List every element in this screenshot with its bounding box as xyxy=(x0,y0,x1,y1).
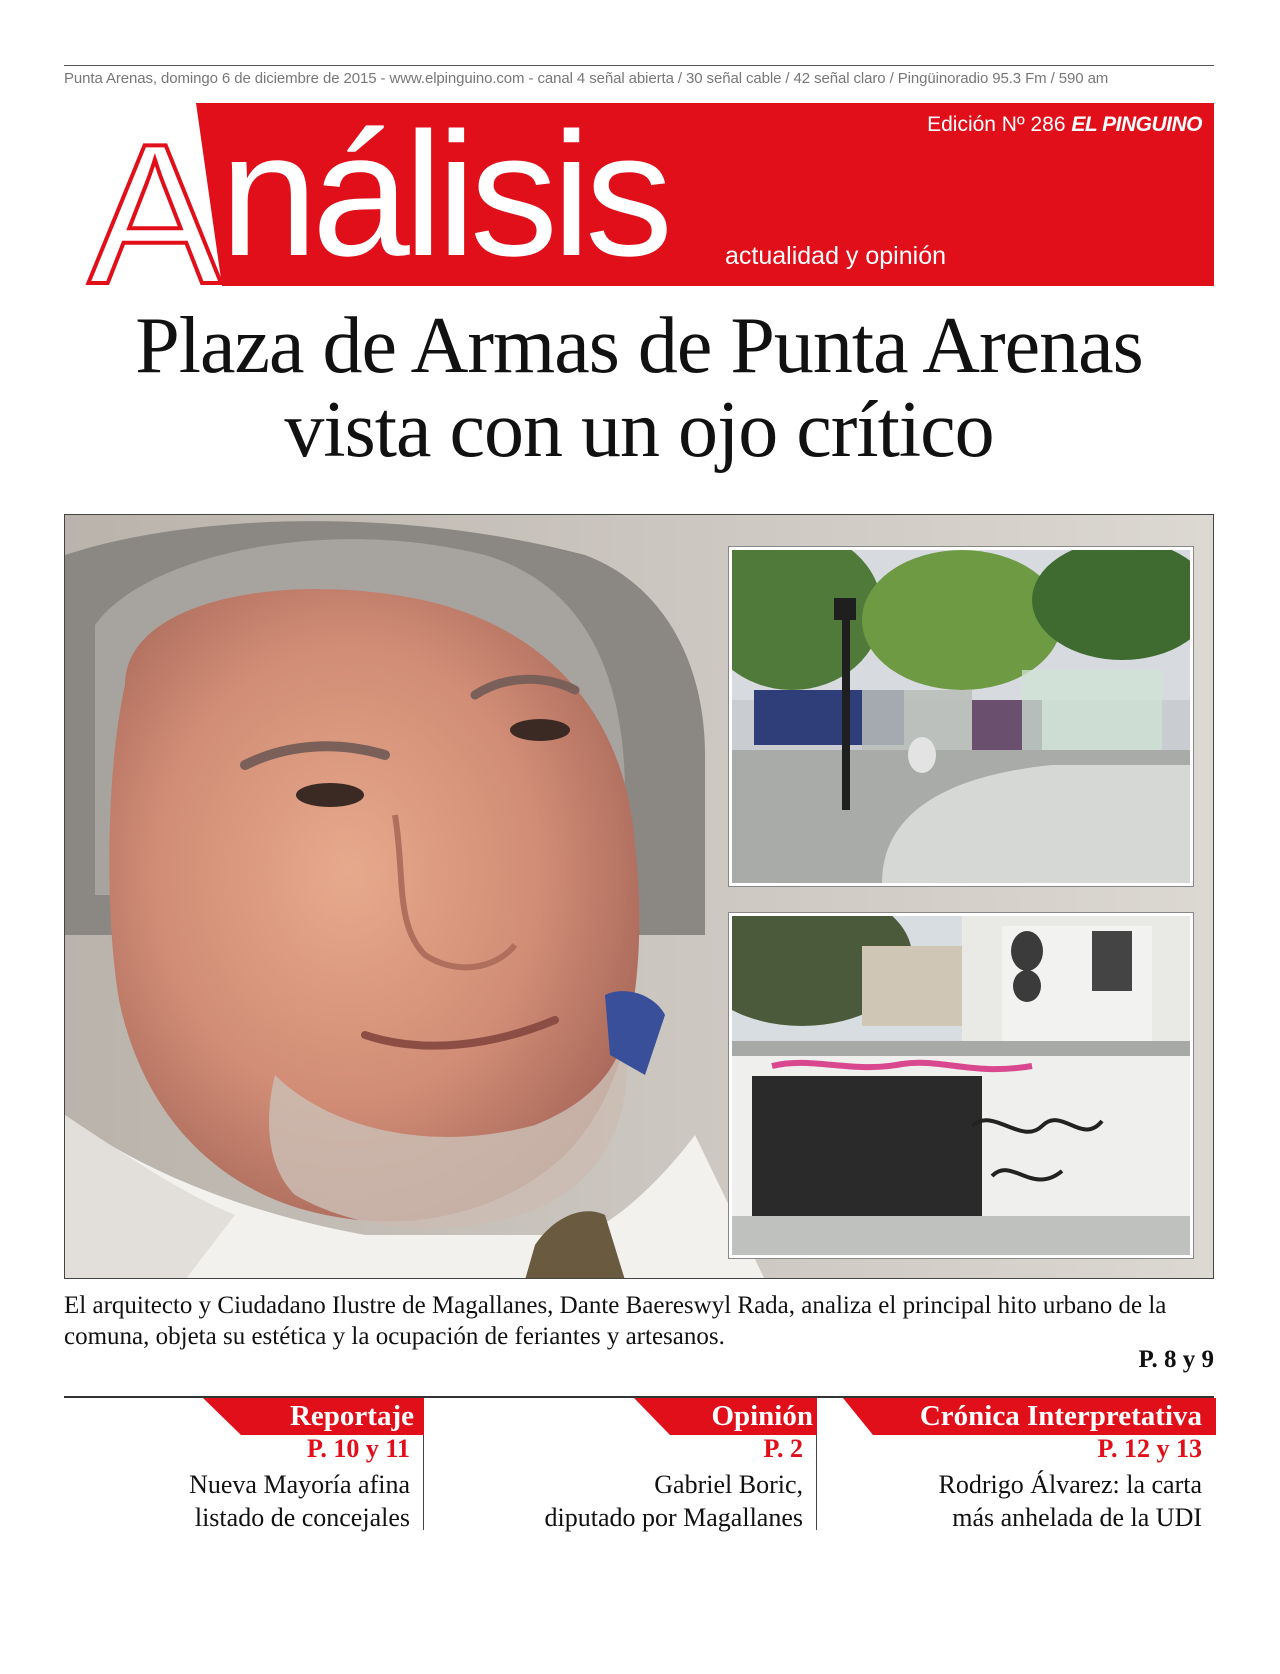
section-reportaje[interactable] xyxy=(64,1398,424,1530)
section-pages: P. 2 xyxy=(763,1434,803,1463)
inset-photo-market xyxy=(729,547,1193,886)
dateline: Punta Arenas, domingo 6 de diciembre de 2015 - www.elpinguino.com - canal 4 señal abierta / 30 señal cable / 42 señal claro / Pingüinoradio 95.3 Fm / 590 am xyxy=(64,70,1109,87)
headline-line-1: Plaza de Armas de Punta Arenas xyxy=(135,302,1143,390)
section-opinion[interactable] xyxy=(424,1398,817,1530)
masthead-title: nálisis xyxy=(220,97,668,293)
photo-caption: El arquitecto y Ciudadano Ilustre de Magallanes, Dante Baereswyl Rada, analiza el principal hito urbano de la comuna, objeta su estética y la ocupación de feriantes y artesanos. xyxy=(64,1292,1167,1350)
story-line-1: Rodrigo Álvarez: la carta xyxy=(938,1470,1202,1499)
section-story xyxy=(939,1468,1203,1534)
masthead-banner xyxy=(64,97,1214,326)
edition-number: Edición Nº 286 xyxy=(927,113,1066,136)
section-story xyxy=(189,1468,410,1534)
section-cronica[interactable] xyxy=(817,1398,1216,1530)
section-tab-label: Crónica Interpretativa xyxy=(919,1400,1202,1432)
section-story xyxy=(545,1468,804,1534)
story-line-2: listado de concejales xyxy=(194,1503,410,1532)
brand-logo: EL PINGUINO xyxy=(1071,113,1202,136)
story-line-1: Gabriel Boric, xyxy=(654,1470,803,1499)
lead-photo xyxy=(64,514,1214,1279)
story-line-2: más anhelada de la UDI xyxy=(952,1503,1202,1532)
section-tab-label: Reportaje xyxy=(289,1400,414,1432)
monument-graffiti-photo xyxy=(732,916,1190,1255)
caption-page-ref: P. 8 y 9 xyxy=(1138,1346,1214,1373)
masthead-tagline: actualidad y opinión xyxy=(725,242,946,270)
section-pages: P. 10 y 11 xyxy=(306,1434,410,1463)
masthead-title-initial: A xyxy=(88,103,222,326)
headline-line-2: vista con un ojo crítico xyxy=(284,386,994,474)
story-line-1: Nueva Mayoría afina xyxy=(189,1470,410,1499)
section-tab-label: Opinión xyxy=(711,1400,813,1432)
story-line-2: diputado por Magallanes xyxy=(544,1503,803,1532)
inset-photo-monument xyxy=(729,913,1193,1258)
section-pages: P. 12 y 13 xyxy=(1097,1434,1202,1463)
edition-label xyxy=(927,113,1202,137)
top-rule xyxy=(64,65,1214,66)
main-headline xyxy=(64,304,1214,472)
plaza-market-photo xyxy=(732,550,1190,883)
